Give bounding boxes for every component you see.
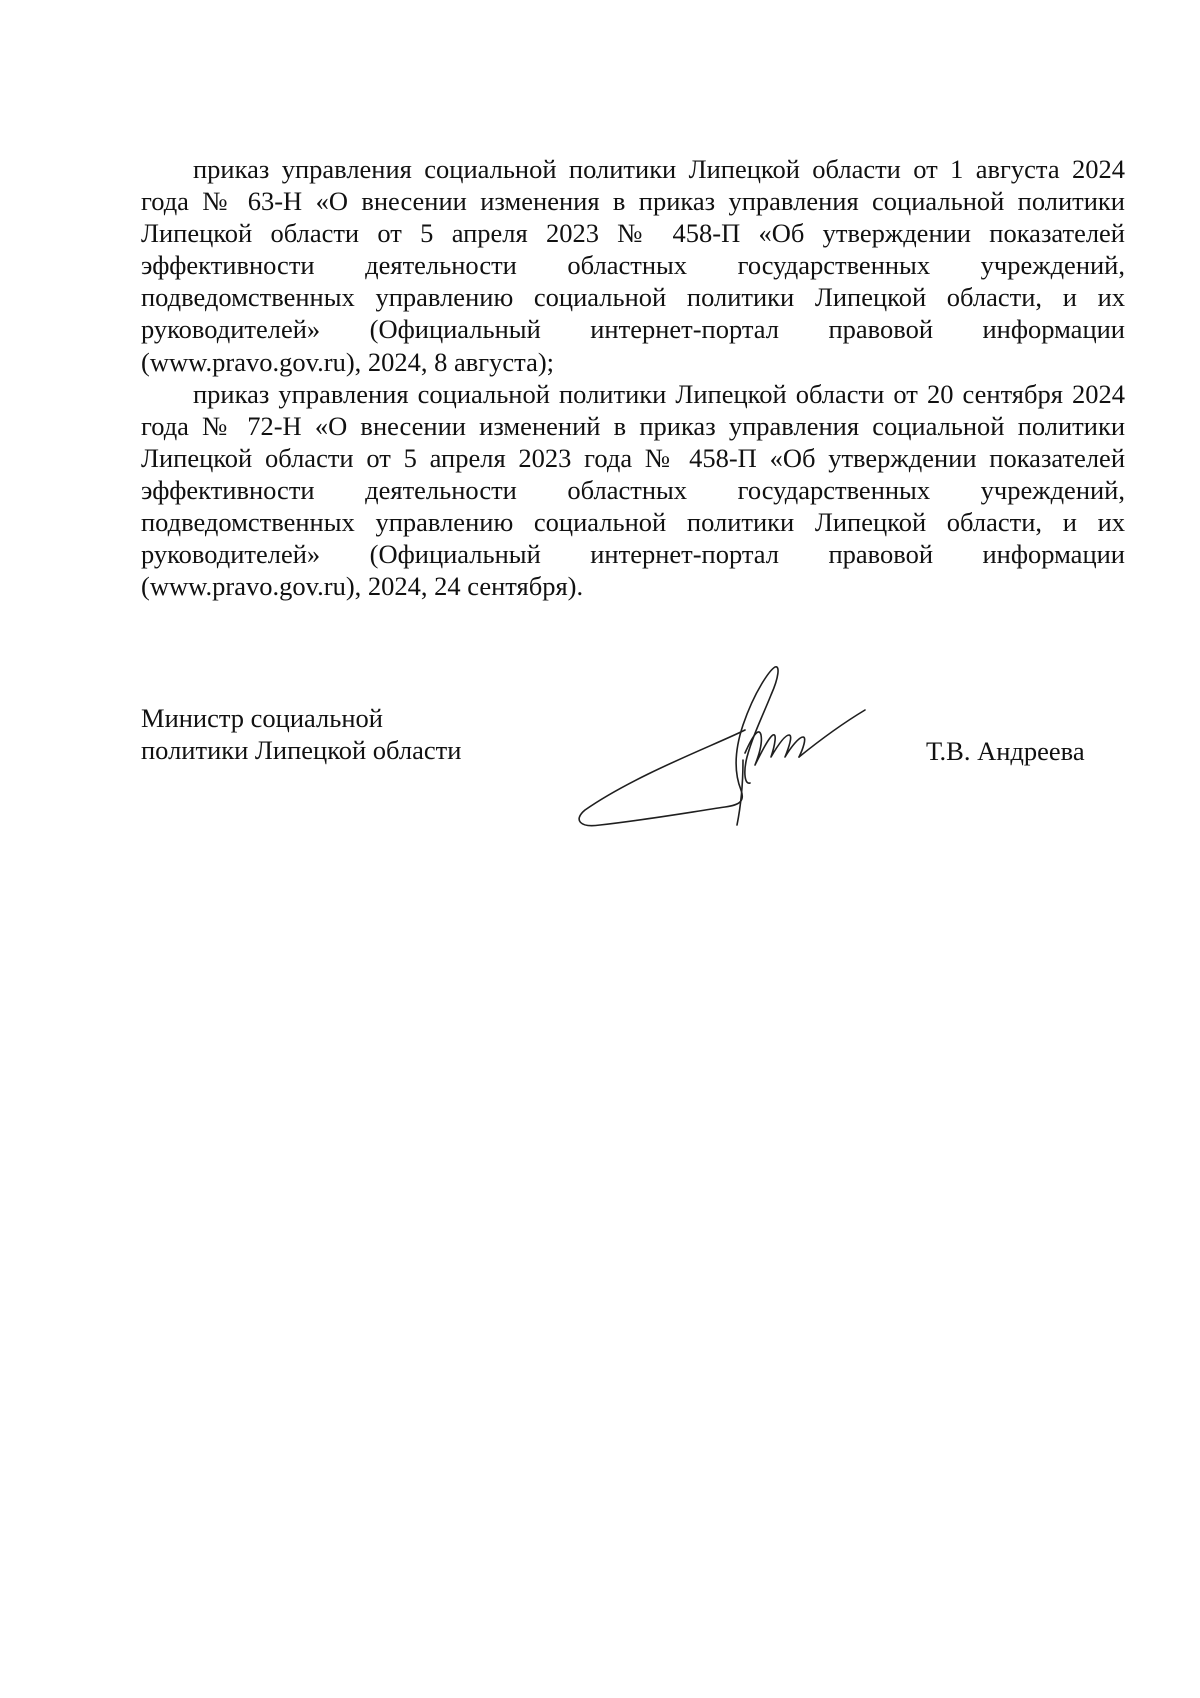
document-body xyxy=(141,153,1125,602)
paragraph-order-72n: приказ управления социальной политики Липецкой области от 20 сентября 2024 года № 72-Н «О внесении изменений в приказ управления социальной политики Липецкой области от 5 апреля 2023 года № 458-П «Об утверждении показателей эффективности деятельности областных государственных учреждений, подведомственных управлению социальной политики Липецкой области, и их руководителей» (Официальный интернет-портал правовой информации (www.pravo.gov.ru), 2024, 24 сентября). xyxy=(141,378,1125,602)
signer-position-line1: Министр социальной xyxy=(141,703,383,733)
paragraph-order-63n: приказ управления социальной политики Липецкой области от 1 августа 2024 года № 63-Н «О внесении изменения в приказ управления социальной политики Липецкой области от 5 апреля 2023 № 458-П «Об утверждении показателей эффективности деятельности областных государственных учреждений, подведомственных управлению социальной политики Липецкой области, и их руководителей» (Официальный интернет-портал правовой информации (www.pravo.gov.ru), 2024, 8 августа); xyxy=(141,154,1125,377)
signer-position-line2: политики Липецкой области xyxy=(141,735,462,765)
handwritten-signature xyxy=(575,665,875,835)
signer-name: Т.В. Андреева xyxy=(926,736,1085,766)
signer-position xyxy=(141,702,461,766)
